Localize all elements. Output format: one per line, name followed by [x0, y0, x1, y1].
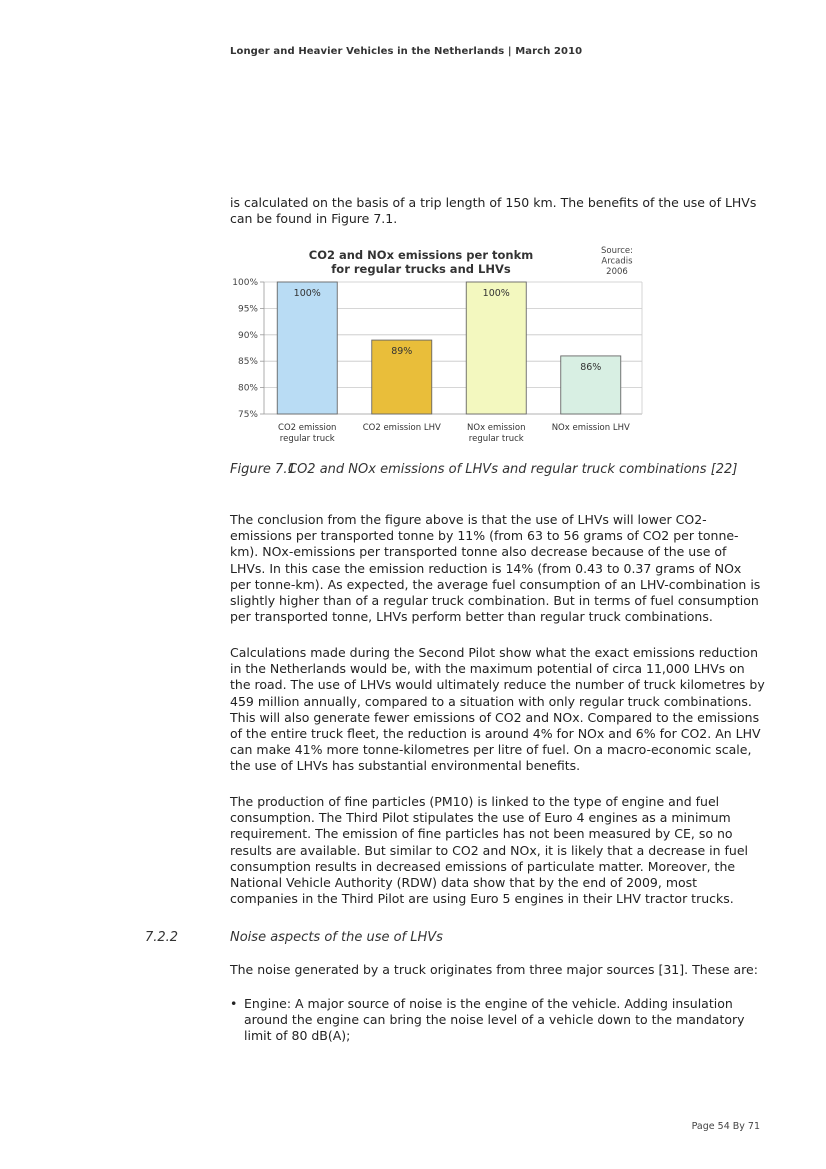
chart-title-line: CO2 and NOx emissions per tonkm	[308, 248, 534, 262]
chart-source-line: Arcadis	[601, 256, 633, 267]
paragraph-calculations: Calculations made during the Second Pilot show what the exact emissions reduction in the Netherlands would be, with the maximum potential of circa 11,000 LHVs on the road. The use of LHVs would ultimately reduce the number of truck kilometres by 459 million annually, compared to a situation with only regular truck combinations. This will also generate fewer emissions of CO2 and NOx. Compared to the emissions of the entire truck fleet, the reduction is around 4% for NOx and 6% for CO2. An LHV can make 41% more tonne-kilometres per litre of fuel. On a macro-economic scale, the use of LHVs has substantial environmental benefits.	[230, 645, 765, 774]
bar-value-label: 86%	[580, 361, 602, 373]
y-tick-label: 90%	[237, 330, 258, 341]
chart-svg	[222, 240, 662, 450]
emissions-chart	[222, 240, 662, 450]
bar-value-label: 100%	[482, 288, 510, 299]
y-tick-label: 100%	[232, 278, 258, 288]
x-category-label: NOx emission LHV	[551, 423, 630, 433]
x-category-label: NOx emission	[467, 423, 526, 433]
figure-caption-text: CO2 and NOx emissions of LHVs and regular truck combinations [22]	[288, 462, 738, 477]
paragraph-noise-intro: The noise generated by a truck originates from three major sources [31]. These are:	[230, 962, 758, 977]
y-tick-label: 85%	[237, 357, 258, 368]
y-tick-label: 95%	[237, 304, 258, 315]
y-tick-label: 80%	[237, 383, 258, 394]
chart-source-line: Source:	[600, 246, 634, 256]
x-category-label: CO2 emission	[278, 423, 337, 433]
bar	[277, 282, 337, 414]
bullet-symbol: •	[230, 996, 238, 1011]
running-header: Longer and Heavier Vehicles in the Netherlands | March 2010	[230, 46, 583, 57]
y-tick-label: 75%	[237, 410, 258, 420]
bar-value-label: 100%	[293, 288, 321, 299]
figure-label: Figure 7.1	[230, 462, 296, 477]
intro-paragraph: is calculated on the basis of a trip length of 150 km. The benefits of the use of LHVs can be found in Figure 7.1.	[230, 195, 757, 227]
bullet-text: Engine: A major source of noise is the engine of the vehicle. Adding insulation around the engine can bring the noise level of a vehicle down to the mandatory limit of 80 dB(A);	[244, 996, 745, 1044]
page-number: Page 54 By 71	[691, 1121, 760, 1132]
section-number: 7.2.2	[145, 930, 179, 945]
paragraph-conclusion: The conclusion from the figure above is that the use of LHVs will lower CO2-emissions per transported tonne by 11% (from 63 to 56 grams of CO2 per tonne-km). NOx-emissions per transported tonne also decrease because of the use of LHVs. In this case the emission reduction is 14% (from 0.43 to 0.37 grams of NOx per tonne-km). As expected, the average fuel consumption of an LHV-combination is slightly higher than of a regular truck combination. But in terms of fuel consumption per transported tonne, LHVs perform better than regular truck combinations.	[230, 512, 761, 625]
x-category-label: regular truck	[468, 434, 524, 444]
paragraph-fine-particles: The production of fine particles (PM10) is linked to the type of engine and fuel consumption. The Third Pilot stipulates the use of Euro 4 engines as a minimum requirement. The emission of fine particles has not been measured by CE, so no results are available. But similar to CO2 and NOx, it is likely that a decrease in fuel consumption results in decreased emissions of particulate matter. Moreover, the National Vehicle Authority (RDW) data show that by the end of 2009, most companies in the Third Pilot are using Euro 5 engines in their LHV tractor trucks.	[230, 794, 749, 907]
x-category-label: regular truck	[279, 434, 335, 444]
bar-value-label: 89%	[391, 346, 413, 358]
chart-title-line: for regular trucks and LHVs	[331, 262, 511, 276]
chart-source-line: 2006	[606, 267, 628, 277]
bar	[466, 282, 526, 414]
x-category-label: CO2 emission LHV	[362, 423, 441, 433]
section-title: Noise aspects of the use of LHVs	[230, 930, 443, 945]
